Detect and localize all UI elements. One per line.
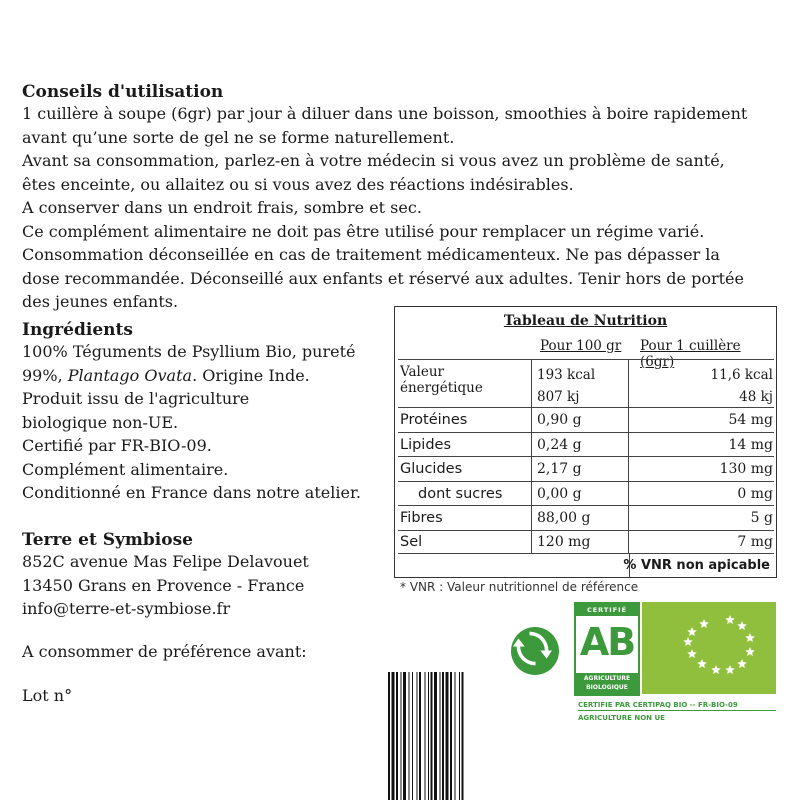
advice-line: Avant sa consommation, parlez-en à votre médecin si vous avez un problème de santé, [22,151,725,170]
ab-logo-bottom-line: AGRICULTURE [583,675,631,682]
barcode-bar [425,672,426,800]
eu-divider [578,710,776,711]
barcode-bar [409,672,410,800]
column-header-spoon: Pour 1 cuillère (6gr) [640,338,741,370]
vnr-note: % VNR non apicable [623,558,770,573]
eu-leaf-star [697,659,707,668]
advice-line: Ce complément alimentaire ne doit pas être utilisé pour remplacer un régime varié. [22,221,705,241]
ab-organic-logo [574,602,640,696]
energy-kj-per100: 807 kj [537,389,580,405]
barcode-bar [440,672,441,800]
advice-line: êtes enceinte, ou allaitez ou si vous avez des réactions indésirables. [22,174,574,194]
eu-leaf-star [683,637,693,646]
nutrient-label: Fibres [398,506,532,530]
nutrient-label: Sel [398,531,532,553]
company-email: info@terre-et-symbiose.fr [22,599,231,618]
ab-logo-top-text: CERTIFIÉ [576,604,638,616]
vnr-row [398,553,774,577]
ingredient-line: Certifié par FR-BIO-09. [22,436,212,455]
nutrient-per100: 120 mg [532,531,629,553]
ingredient-line: biologique non-UE. [22,412,179,432]
recycle-icon [510,626,560,676]
eu-certification-body: CERTIFIE PAR CERTIPAQ BIO -- FR-BIO-09 [578,701,738,709]
ingredient-line: Conditionné en France dans notre atelier. [22,483,361,502]
eu-leaf-star [725,615,735,624]
lot-number-label: Lot n° [22,686,73,705]
barcode [386,672,504,800]
barcode-bar [450,672,452,800]
column-header-100g: Pour 100 gr [540,338,622,354]
ingredient-line: Produit issu de l'agriculture [22,389,250,408]
usage-advice-heading: Conseils d'utilisation [22,82,224,102]
eu-leaf-star [745,633,755,642]
advice-line: des jeunes enfants. [22,292,179,311]
barcode-bar [455,672,456,800]
barcode-bar [403,672,406,800]
advice-line: A conserver dans un endroit frais, sombre et sec. [22,198,422,217]
nutrient-spoon: 130 mg [719,461,773,477]
barcode-bar [401,672,402,800]
table-row [398,481,774,505]
barcode-bar [459,672,460,800]
ab-logo-bottom [576,673,638,694]
nutrient-spoon: 7 mg [737,534,773,550]
company-address-line: 13450 Grans en Provence - France [22,575,305,595]
nutrient-per100: 88,00 g [532,506,629,530]
barcode-bar [428,672,429,800]
nutrition-table-title: Tableau de Nutrition [503,313,668,329]
nutrient-label: dont sucres [398,482,532,505]
barcode-bar [442,672,444,800]
energy-kcal-per100: 193 kcal [537,367,596,383]
company-name: Terre et Symbiose [22,530,193,550]
eu-leaf-star [687,649,697,658]
barcode-bar [412,672,413,800]
eu-leaf-star [745,647,755,656]
nutrient-per100: 2,17 g [532,457,629,481]
nutrition-table [394,306,777,578]
advice-line: 1 cuillère à soupe (6gr) par jour à diluer dans une boisson, smoothies à boire rapidement [22,104,748,123]
barcode-bar [392,672,395,800]
vnr-footnote: * VNR : Valeur nutritionnel de référence [400,580,639,594]
nutrient-label: Lipides [398,433,532,456]
nutrient-spoon: 54 mg [728,412,773,428]
nutrient-per100: 0,00 g [532,482,629,505]
ingredient-text: . Origine Inde. [192,365,310,385]
eu-leaf-star [711,665,721,674]
energy-spoon-cell [629,360,774,407]
eu-organic-leaf-icon [642,602,776,694]
eu-leaf-star [737,659,747,668]
nutrient-per100: 0,90 g [532,408,629,432]
barcode-bar [419,672,421,800]
nutrient-per100: 0,24 g [532,433,629,456]
company-section [22,530,382,621]
advice-line: dose recommandée. Déconseillé aux enfants et réservé aux adultes. Tenir hors de portée [22,268,744,288]
table-row-energy [398,359,774,407]
company-address-line: 852C avenue Mas Felipe Delavouet [22,552,309,571]
eu-leaf-star [725,665,735,674]
barcode-bar [462,672,464,800]
energy-kj-spoon: 48 kj [739,389,773,405]
ingredients-heading: Ingrédients [22,320,133,340]
table-row [398,505,774,530]
eu-leaf-star [699,619,709,628]
eu-certification [578,700,778,724]
nutrient-label: Protéines [398,408,532,432]
usage-advice-section [22,82,782,314]
barcode-bar [434,672,437,800]
energy-per100-cell [532,360,629,407]
table-row [398,530,774,553]
barcode-bar [396,672,398,800]
best-before-label: A consommer de préférence avant: [22,642,307,661]
table-row [398,432,774,456]
eu-leaf-star [737,621,747,630]
barcode-bar [431,672,433,800]
table-row [398,456,774,481]
nutrient-spoon: 0 mg [737,485,773,502]
energy-label: Valeur énergétique [398,360,532,407]
eu-origin: AGRICULTURE NON UE [578,714,665,722]
eu-leaf-star [687,627,697,636]
barcode-bar [388,672,390,800]
ingredients-section [22,320,382,505]
ingredient-text: 99%, [22,365,68,385]
energy-kcal-spoon: 11,6 kcal [710,367,773,383]
ingredient-latin-name: Plantago Ovata [67,365,193,385]
nutrient-spoon: 5 g [750,510,773,526]
nutrient-spoon: 14 mg [728,436,773,453]
ingredient-line [22,364,382,388]
table-row [398,407,774,432]
ab-logo-letters: AB [579,620,635,664]
barcode-bar [417,672,418,800]
advice-line: avant qu’une sorte de gel ne se forme naturellement. [22,127,455,147]
ab-logo-bottom-line: BIOLOGIQUE [586,684,628,691]
advice-line: Consommation déconseillée en cas de traitement médicamenteux. Ne pas dépasser la [22,245,720,264]
ingredient-line: Complément alimentaire. [22,459,229,479]
ingredient-line: 100% Téguments de Psyllium Bio, pureté [22,342,356,361]
barcode-bar [446,672,449,800]
nutrient-label: Glucides [398,457,532,481]
